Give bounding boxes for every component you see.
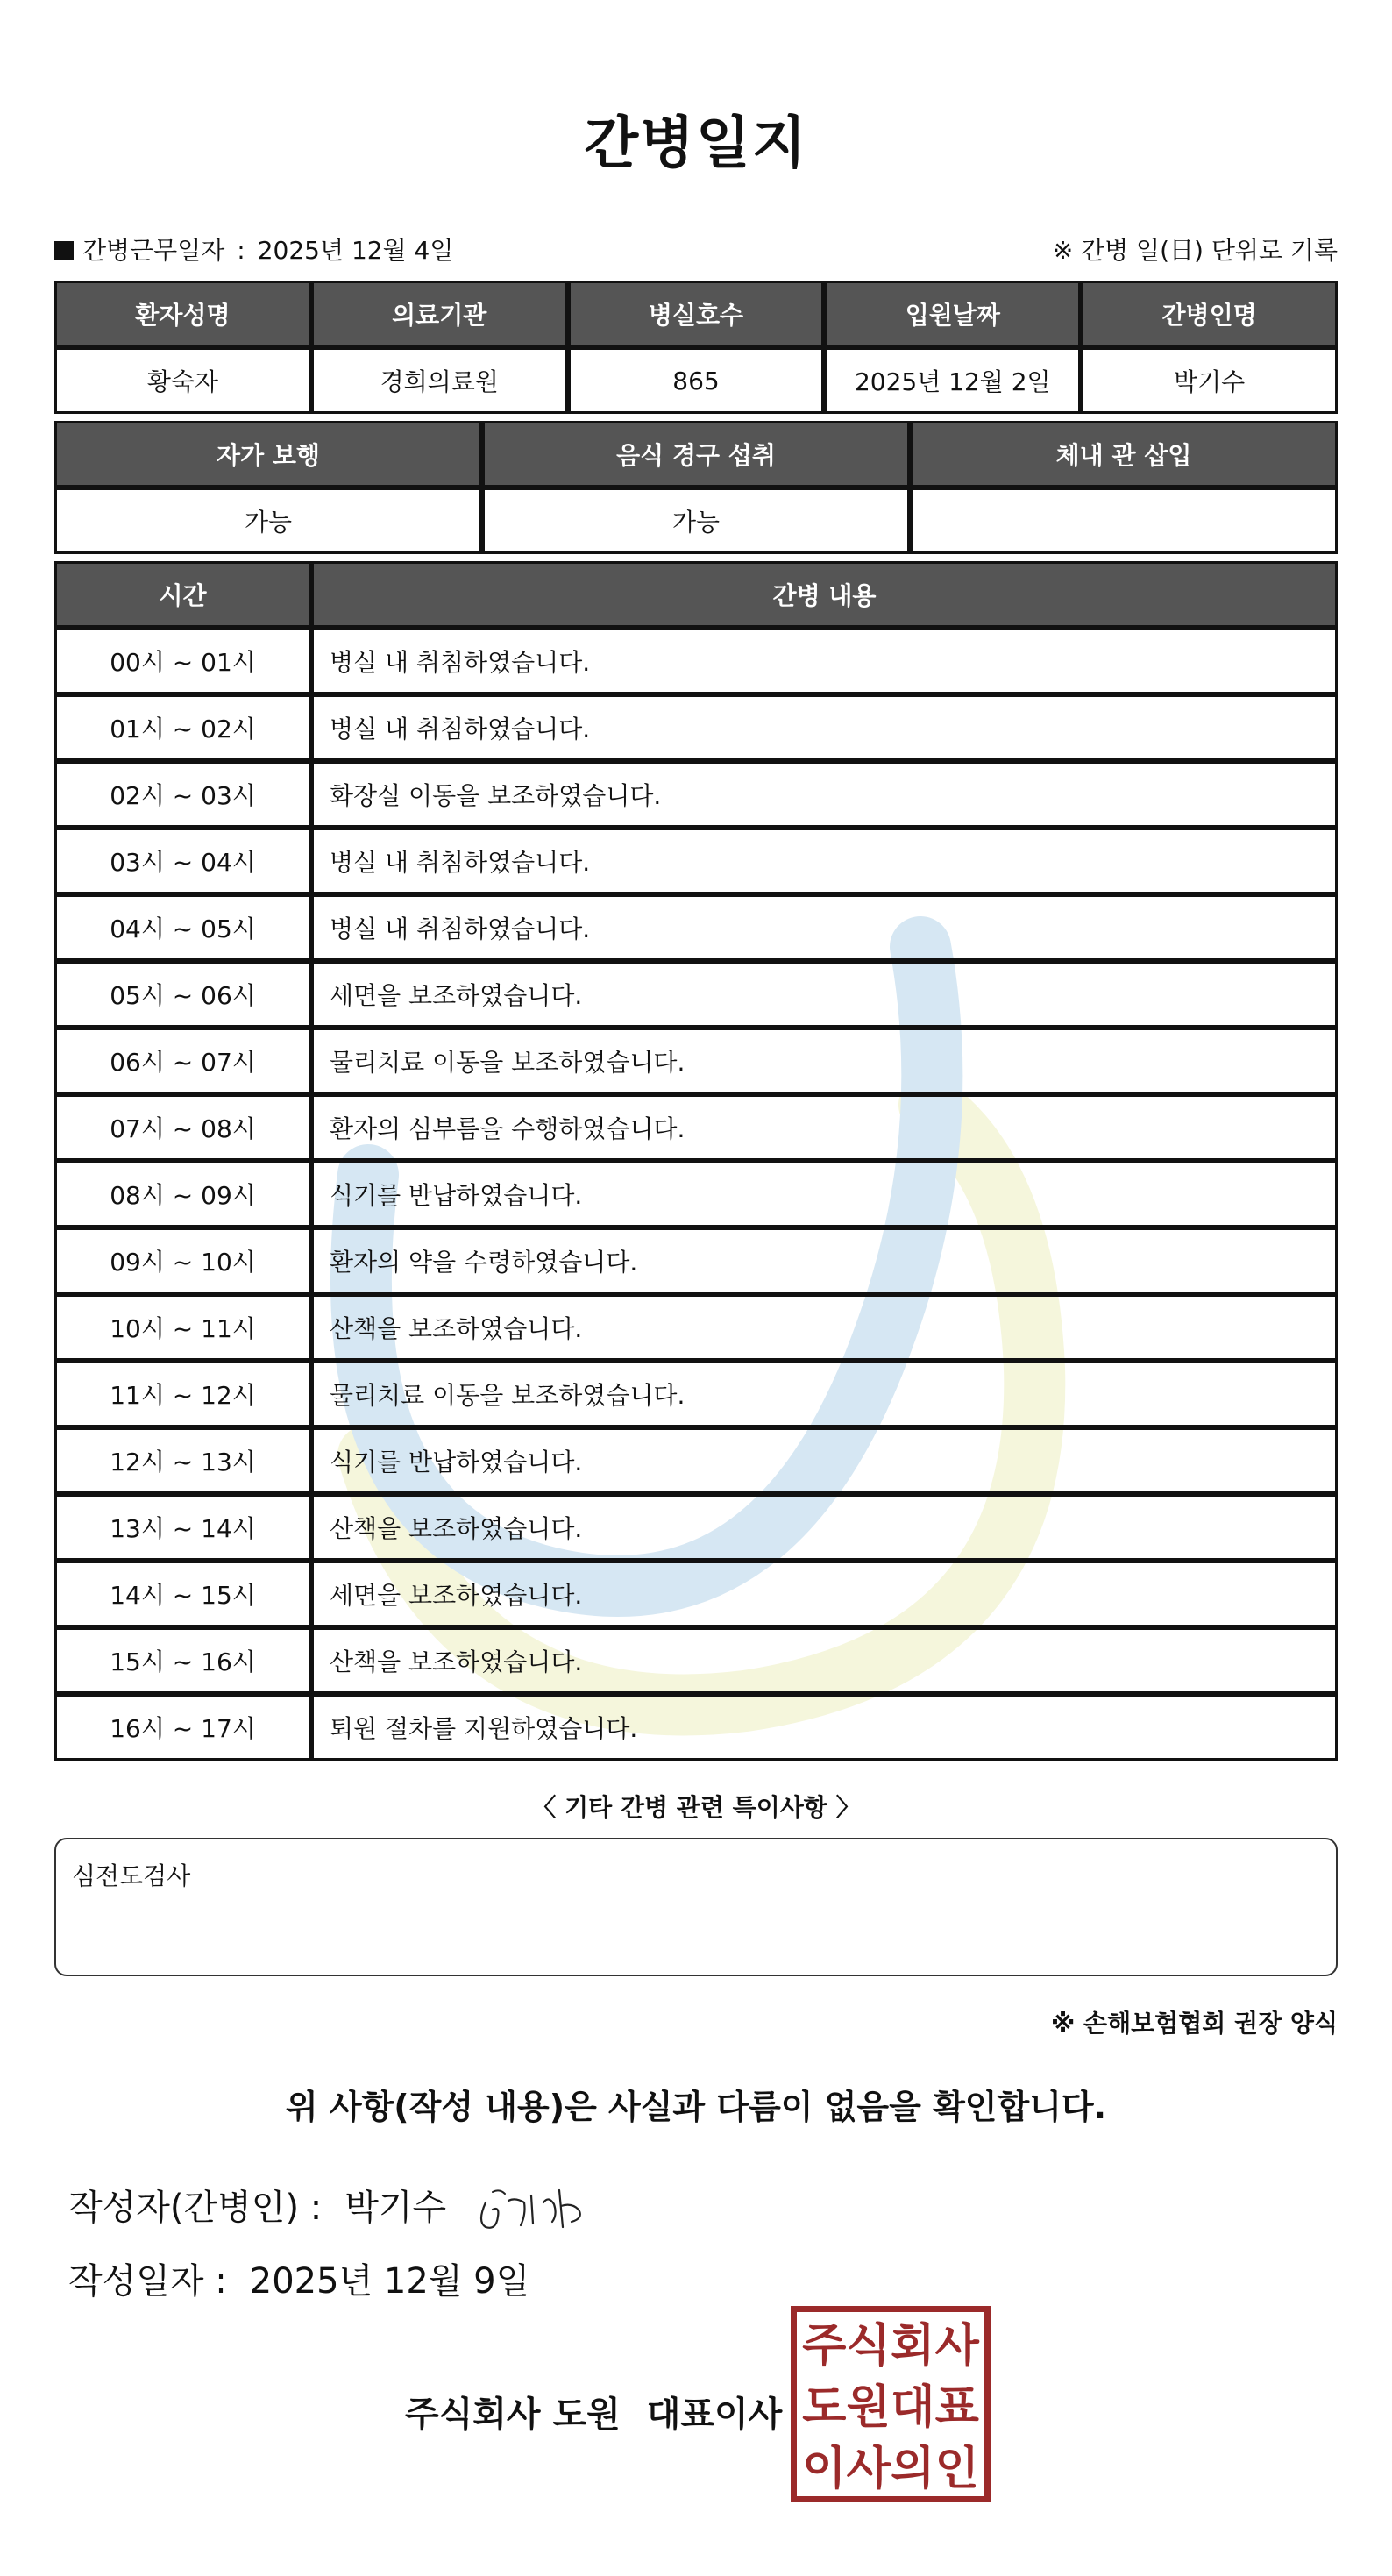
log-content: 산책을 보조하였습니다.: [311, 1494, 1338, 1561]
work-date-value: 2025년 12월 4일: [257, 236, 454, 265]
log-time: 15시 ~ 16시: [54, 1627, 311, 1694]
header-time: 시간: [54, 561, 311, 628]
seal-char: 사: [846, 2443, 891, 2495]
seal-char: 이: [802, 2443, 847, 2495]
log-time: 12시 ~ 13시: [54, 1427, 311, 1494]
log-content: 세면을 보조하였습니다.: [311, 961, 1338, 1028]
patient-info-table: [54, 281, 1338, 414]
notes-box: [54, 1838, 1338, 1976]
header-walking: 자가 보행: [54, 421, 482, 487]
work-date: [54, 231, 453, 267]
table-row: [54, 1427, 1338, 1494]
ceo-title: 대표이사: [646, 2395, 783, 2435]
log-content: 세면을 보조하였습니다.: [311, 1561, 1338, 1627]
walking-status: 가능: [54, 487, 482, 554]
care-log-body: [54, 628, 1338, 1761]
table-row: [54, 1694, 1338, 1761]
log-time: 06시 ~ 07시: [54, 1028, 311, 1094]
log-time: 08시 ~ 09시: [54, 1161, 311, 1228]
table-row: [54, 694, 1338, 761]
seal-characters: [802, 2316, 979, 2493]
company-seal: [791, 2306, 991, 2502]
company-line: [405, 2387, 782, 2437]
table-row: [54, 1161, 1338, 1228]
log-content: 식기를 반납하였습니다.: [311, 1427, 1338, 1494]
tube-status: [910, 487, 1338, 554]
write-date-value: 2025년 12월 9일: [249, 2261, 530, 2302]
log-content: 병실 내 취침하였습니다.: [311, 828, 1338, 894]
header-caregiver: 간병인명: [1081, 281, 1338, 347]
hospital-name: 경희의료원: [311, 347, 568, 414]
header-hospital: 의료기관: [311, 281, 568, 347]
table-row: [54, 828, 1338, 894]
log-content: 물리치료 이동을 보조하였습니다.: [311, 1361, 1338, 1427]
log-time: 05시 ~ 06시: [54, 961, 311, 1028]
log-time: 16시 ~ 17시: [54, 1694, 311, 1761]
patient-name: 황숙자: [54, 347, 311, 414]
log-content: 식기를 반납하였습니다.: [311, 1161, 1338, 1228]
log-content: 퇴원 절차를 지원하였습니다.: [311, 1694, 1338, 1761]
log-content: 환자의 약을 수령하였습니다.: [311, 1228, 1338, 1294]
writer-line: [68, 2180, 446, 2230]
log-time: 09시 ~ 10시: [54, 1228, 311, 1294]
seal-char: 원: [846, 2381, 891, 2434]
header-oral-intake: 음식 경구 섭취: [482, 421, 910, 487]
log-content: 산책을 보조하였습니다.: [311, 1627, 1338, 1694]
write-date-label: 작성일자 :: [68, 2261, 227, 2302]
log-time: 04시 ~ 05시: [54, 894, 311, 961]
work-date-separator: :: [237, 236, 245, 265]
log-time: 02시 ~ 03시: [54, 761, 311, 828]
log-time: 00시 ~ 01시: [54, 628, 311, 694]
log-content: 환자의 심부름을 수행하였습니다.: [311, 1094, 1338, 1161]
table-row: [54, 1028, 1338, 1094]
notes-content: 심전도검사: [72, 1861, 191, 1890]
write-date-line: [68, 2253, 529, 2303]
notes-title: 〈 기타 간병 관련 특이사항 〉: [531, 1793, 861, 1822]
confirmation-statement: 위 사항(작성 내용)은 사실과 다름이 없음을 확인합니다.: [285, 2088, 1107, 2126]
table-row: [54, 961, 1338, 1028]
seal-char: 식: [846, 2320, 891, 2373]
log-content: 물리치료 이동을 보조하였습니다.: [311, 1028, 1338, 1094]
caregiver-name: 박기수: [1081, 347, 1338, 414]
square-bullet-icon: [54, 241, 74, 260]
log-time: 10시 ~ 11시: [54, 1294, 311, 1361]
log-content: 병실 내 취침하였습니다.: [311, 694, 1338, 761]
form-note: ※ 손해보험협회 권장 양식: [1051, 2009, 1338, 2038]
log-time: 13시 ~ 14시: [54, 1494, 311, 1561]
unit-note: ※ 간병 일(日) 단위로 기록: [1052, 236, 1338, 265]
header-patient-name: 환자성명: [54, 281, 311, 347]
table-row: [54, 1627, 1338, 1694]
log-time: 01시 ~ 02시: [54, 694, 311, 761]
header-tube: 체내 관 삽입: [910, 421, 1338, 487]
log-time: 14시 ~ 15시: [54, 1561, 311, 1627]
log-time: 07시 ~ 08시: [54, 1094, 311, 1161]
writer-label: 작성자(간병인) :: [68, 2188, 323, 2228]
seal-char: 사: [934, 2320, 979, 2373]
table-row: [54, 1228, 1338, 1294]
seal-char: 주: [802, 2320, 847, 2373]
patient-status-table: [54, 421, 1338, 554]
admission-date: 2025년 12월 2일: [824, 347, 1081, 414]
log-time: 03시 ~ 04시: [54, 828, 311, 894]
seal-char: 도: [802, 2381, 847, 2434]
company-name: 주식회사 도원: [405, 2395, 621, 2435]
log-time: 11시 ~ 12시: [54, 1361, 311, 1427]
document-title: 간병일지: [584, 111, 808, 176]
table-row: [54, 761, 1338, 828]
table-row: [54, 1294, 1338, 1361]
log-content: 산책을 보조하였습니다.: [311, 1294, 1338, 1361]
seal-char: 회: [891, 2320, 935, 2373]
seal-char: 인: [934, 2443, 979, 2495]
header-room: 병실호수: [568, 281, 825, 347]
writer-name: 박기수: [344, 2188, 447, 2228]
work-date-label: 간병근무일자: [82, 236, 225, 265]
table-row: [54, 1561, 1338, 1627]
table-row: [54, 628, 1338, 694]
table-row: [54, 1094, 1338, 1161]
log-content: 화장실 이동을 보조하였습니다.: [311, 761, 1338, 828]
log-content: 병실 내 취침하였습니다.: [311, 628, 1338, 694]
room-number: 865: [568, 347, 825, 414]
header-care-content: 간병 내용: [311, 561, 1338, 628]
header-admission-date: 입원날짜: [824, 281, 1081, 347]
care-log-table: [54, 561, 1338, 1761]
handwritten-signature: [473, 2176, 596, 2243]
oral-intake-status: 가능: [482, 487, 910, 554]
table-row: [54, 894, 1338, 961]
table-row: [54, 1494, 1338, 1561]
seal-char: 의: [891, 2443, 935, 2495]
log-content: 병실 내 취침하였습니다.: [311, 894, 1338, 961]
seal-char: 표: [934, 2381, 979, 2434]
seal-char: 대: [891, 2381, 935, 2434]
table-row: [54, 1361, 1338, 1427]
